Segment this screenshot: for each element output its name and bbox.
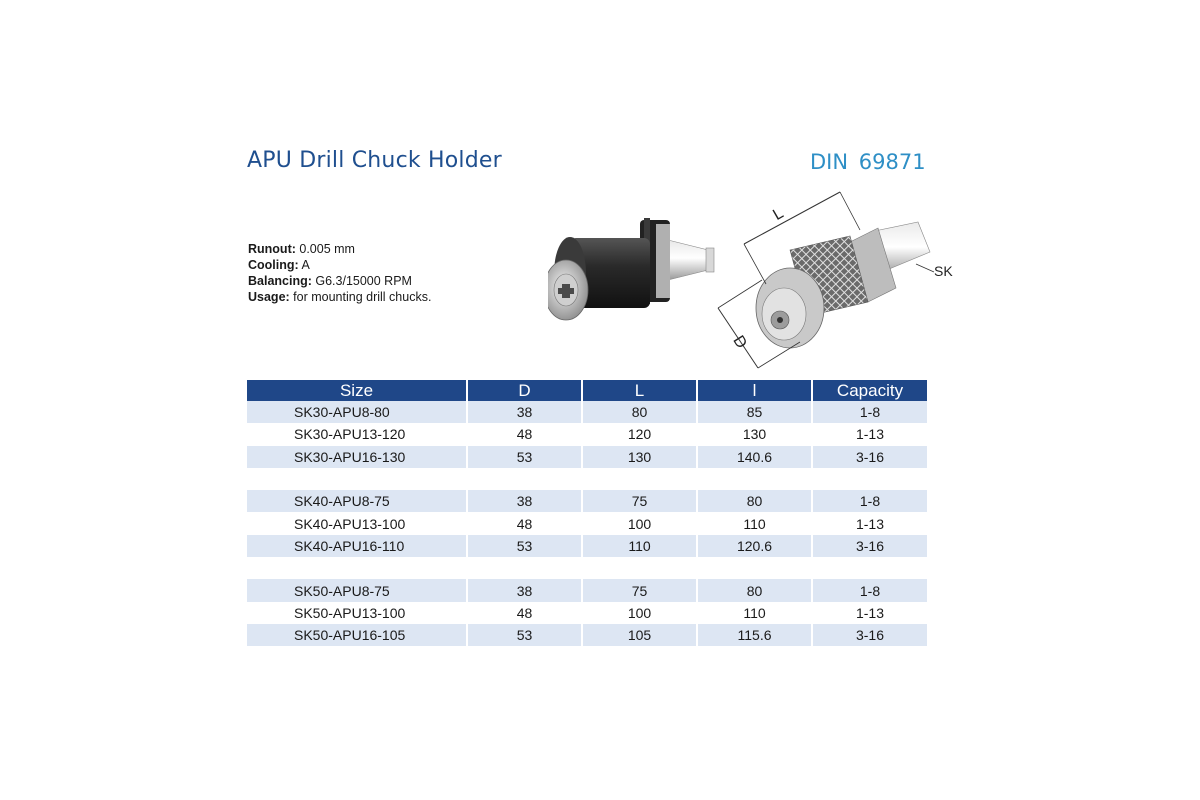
spec-balancing xyxy=(248,273,431,289)
col-header-d: D xyxy=(467,380,582,401)
cell-size: SK50-APU13-100 xyxy=(247,602,467,624)
cell-l-small: 130 xyxy=(697,423,812,445)
cell-d: 38 xyxy=(467,490,582,512)
cell-d: 38 xyxy=(467,579,582,601)
cell-capacity: 1-13 xyxy=(855,604,885,621)
cell-capacity: 1-8 xyxy=(812,490,927,512)
spec-usage xyxy=(248,289,431,305)
dim-label-L: L xyxy=(770,204,787,224)
cell-size: SK50-APU8-75 xyxy=(247,579,467,601)
cell-d: 48 xyxy=(467,602,582,624)
cell-size: SK30-APU16-130 xyxy=(247,446,467,468)
spec-runout xyxy=(248,241,431,257)
cell-l-small: 115.6 xyxy=(697,624,812,646)
cell-l-small: 80 xyxy=(697,490,812,512)
cell-capacity: 3-16 xyxy=(812,535,927,557)
page-title: APU Drill Chuck Holder xyxy=(247,148,502,173)
table-row xyxy=(247,423,927,445)
cell-size: SK30-APU8-80 xyxy=(247,401,467,423)
cell-l: 80 xyxy=(582,401,697,423)
table-row xyxy=(247,602,927,624)
cell-size: SK40-APU16-110 xyxy=(247,535,467,557)
col-header-l-small: l xyxy=(697,380,812,401)
cell-l: 75 xyxy=(582,579,697,601)
spec-cooling xyxy=(248,257,431,273)
col-header-l: L xyxy=(582,380,697,401)
cell-l-small: 85 xyxy=(697,401,812,423)
table-row xyxy=(247,535,927,557)
table-spacer-row xyxy=(247,468,927,490)
cell-d: 53 xyxy=(467,535,582,557)
cell-l-small: 120.6 xyxy=(697,535,812,557)
spec-label: Runout: xyxy=(248,242,296,256)
cell-l-small: 110 xyxy=(697,602,812,624)
col-header-capacity: Capacity xyxy=(812,380,927,401)
cell-d: 53 xyxy=(467,446,582,468)
table-header-row xyxy=(247,380,927,401)
table-row xyxy=(247,401,927,423)
table-spacer-row xyxy=(247,557,927,579)
cell-size: SK40-APU8-75 xyxy=(247,490,467,512)
cell-capacity: 3-16 xyxy=(812,624,927,646)
cell-l: 105 xyxy=(582,624,697,646)
cell-d: 38 xyxy=(467,401,582,423)
cell-capacity: 1-13 xyxy=(855,426,885,443)
spec-value: 0.005 mm xyxy=(295,242,355,256)
table-row xyxy=(247,490,927,512)
product-photo xyxy=(548,208,718,338)
cell-l-small: 80 xyxy=(697,579,812,601)
cell-capacity: 1-8 xyxy=(812,401,927,423)
standard-label: DIN 69871 xyxy=(810,150,926,174)
cell-capacity: 3-16 xyxy=(812,446,927,468)
spec-value: A xyxy=(298,258,310,272)
spec-label: Cooling: xyxy=(248,258,299,272)
cell-l: 120 xyxy=(582,423,697,445)
spec-label: Balancing: xyxy=(248,274,312,288)
spec-label: Usage: xyxy=(248,290,290,304)
cell-l: 100 xyxy=(582,602,697,624)
dim-label-SK: SK xyxy=(934,263,953,279)
cell-capacity: 1-13 xyxy=(855,515,885,532)
table-row xyxy=(247,446,927,468)
cell-l-small: 110 xyxy=(697,512,812,534)
cell-size: SK50-APU16-105 xyxy=(247,624,467,646)
col-header-size: Size xyxy=(247,380,467,401)
cell-l: 75 xyxy=(582,490,697,512)
cell-l: 100 xyxy=(582,512,697,534)
table-row xyxy=(247,624,927,646)
cell-l: 130 xyxy=(582,446,697,468)
table-row xyxy=(247,512,927,534)
cell-l: 110 xyxy=(582,535,697,557)
cell-l-small: 140.6 xyxy=(697,446,812,468)
dimension-diagram xyxy=(700,190,960,380)
table-row xyxy=(247,579,927,601)
spec-value: G6.3/15000 RPM xyxy=(311,274,412,288)
dim-label-D: D xyxy=(729,332,750,352)
cell-size: SK40-APU13-100 xyxy=(247,512,467,534)
cell-d: 48 xyxy=(467,423,582,445)
spec-list xyxy=(248,241,431,305)
specification-table xyxy=(247,380,927,646)
spec-value: for mounting drill chucks. xyxy=(289,290,432,304)
cell-capacity: 1-8 xyxy=(812,579,927,601)
cell-d: 53 xyxy=(467,624,582,646)
cell-d: 48 xyxy=(467,512,582,534)
cell-size: SK30-APU13-120 xyxy=(247,423,467,445)
